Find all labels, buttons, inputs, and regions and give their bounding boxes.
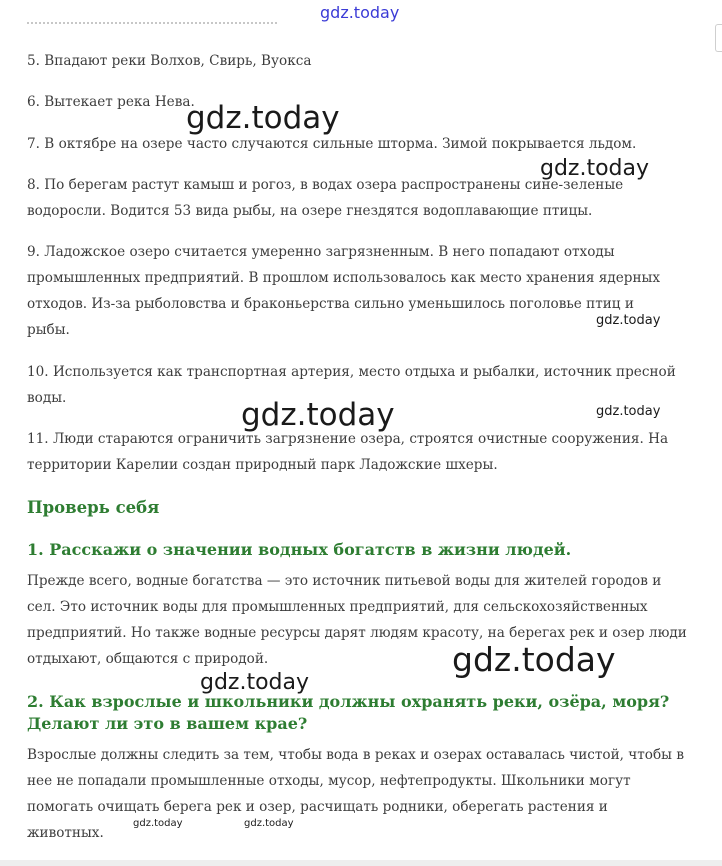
watermark: gdz.today xyxy=(596,313,661,328)
text-line: 10. Используется как транспортная артерия, место отдыха и рыбалки, источник пресной xyxy=(27,364,676,380)
question-line: Делают ли это в вашем крае? xyxy=(27,714,308,733)
watermark: gdz.today xyxy=(596,404,661,419)
text-line: отходов. Из-за рыболовства и браконьерства сильно уменьшилось поголовье птиц и xyxy=(27,296,634,312)
cut-off-text-line xyxy=(27,10,277,24)
question-line: 2. Как взрослые и школьники должны охранять реки, озёра, моря? xyxy=(27,692,670,711)
watermark: gdz.today xyxy=(244,818,294,829)
text-line: рыбы. xyxy=(27,322,70,338)
watermark: gdz.today xyxy=(540,156,650,181)
text-line: территории Карелии создан природный парк Ладожские шхеры. xyxy=(27,457,498,473)
scroll-handle[interactable] xyxy=(715,24,722,52)
text-line: помогать очищать берега рек и озер, расчищать родники, оберегать растения и xyxy=(27,799,608,815)
question-1: 1. Расскажи о значении водных богатств в жизни людей. xyxy=(27,540,572,559)
answer-5: 5. Впадают реки Волхов, Свирь, Вуокса xyxy=(27,53,312,69)
section-heading: Проверь себя xyxy=(27,498,160,517)
watermark: gdz.today xyxy=(200,670,310,695)
watermark: gdz.today xyxy=(133,818,183,829)
answer-6: 6. Вытекает река Нева. xyxy=(27,94,195,110)
page-footer-divider xyxy=(0,860,722,866)
text-line: Прежде всего, водные богатства — это источник питьевой воды для жителей городов и xyxy=(27,573,662,589)
answer-7: 7. В октябре на озере часто случаются сильные шторма. Зимой покрывается льдом. xyxy=(27,136,637,152)
watermark: gdz.today xyxy=(452,640,616,679)
text-line: сел. Это источник воды для промышленных предприятий, для сельскохозяйственных xyxy=(27,599,648,615)
text-line: Взрослые должны следить за тем, чтобы вода в реках и озерах оставалась чистой, чтобы в xyxy=(27,747,684,763)
text-line: 8. По берегам растут камыш и рогоз, в водах озера распространены сине-зеленые xyxy=(27,177,624,193)
text-line: 11. Люди стараются ограничить загрязнение озера, строятся очистные сооружения. На xyxy=(27,431,669,447)
watermark: gdz.today xyxy=(320,3,400,22)
text-line: 9. Ладожское озеро считается умеренно загрязненным. В него попадают отходы xyxy=(27,244,615,260)
watermark: gdz.today xyxy=(186,100,340,136)
text-line: водоросли. Водится 53 вида рыбы, на озере гнездятся водоплавающие птицы. xyxy=(27,203,593,219)
watermark: gdz.today xyxy=(241,397,395,433)
text-line: отдыхают, общаются с природой. xyxy=(27,651,269,667)
text-line: животных. xyxy=(27,825,104,841)
text-line: промышленных предприятий. В прошлом использовалось как место хранения ядерных xyxy=(27,270,661,286)
text-line: нее не попадали промышленные отходы, мусор, нефтепродукты. Школьники могут xyxy=(27,773,631,789)
text-line: предприятий. Но также водные ресурсы дарят людям красоту, на берегах рек и озер люди xyxy=(27,625,687,641)
text-line: воды. xyxy=(27,390,67,406)
